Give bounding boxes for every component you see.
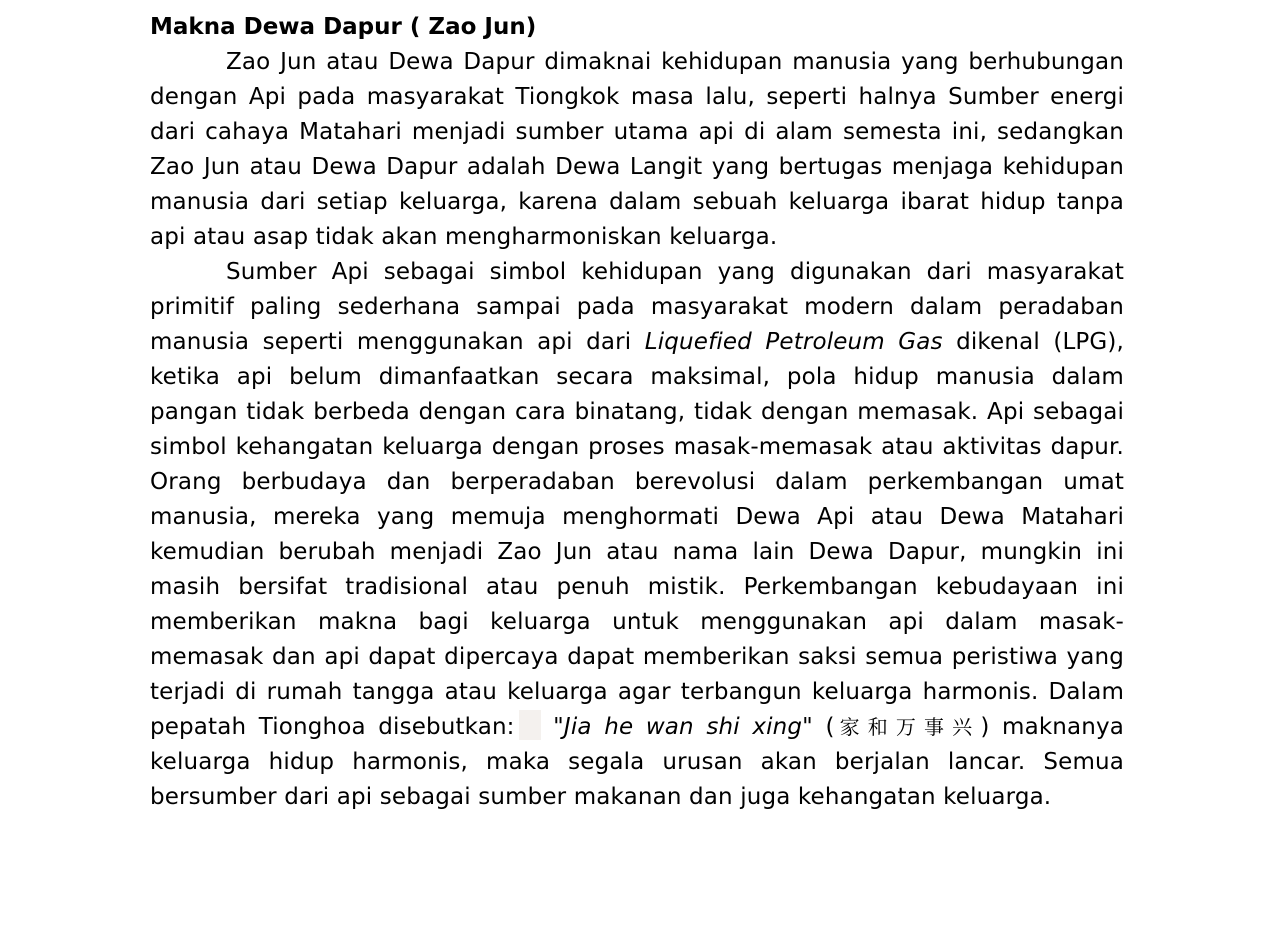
- proverb-chinese: 家和万事兴: [834, 715, 981, 739]
- paragraph-2-text-a: Sumber Api sebagai simbol kehidupan yang digunakan dari masyarakat primitif paling sederhana sampai pada masyarakat modern dalam peradaban manusia seperti menggunakan api dari: [150, 259, 1124, 355]
- proverb-pinyin: Jia he wan shi xing: [563, 714, 803, 740]
- paragraph-1: Zao Jun atau Dewa Dapur dimaknai kehidupan manusia yang berhubungan dengan Api pada masyarakat Tiongkok masa lalu, seperti halnya Sumber energi dari cahaya Matahari menjadi sumber utama api di alam semesta ini, sedangkan Zao Jun atau Dewa Dapur adalah Dewa Langit yang bertugas menjaga kehidupan manusia dari setiap keluarga, karena dalam sebuah keluarga ibarat hidup tanpa api atau asap tidak akan mengharmoniskan keluarga.: [150, 49, 1124, 250]
- highlight-mark: [519, 710, 541, 740]
- document-page: [150, 10, 1124, 815]
- paragraph-2: [150, 255, 1124, 815]
- paren-close: ): [980, 714, 990, 740]
- section-heading: Makna Dewa Dapur ( Zao Jun): [150, 14, 537, 40]
- quote-open: ": [540, 714, 564, 740]
- paragraph-2-text-b: dikenal (LPG), ketika api belum dimanfaatkan secara maksimal, pola hidup manusia dalam pangan tidak berbeda dengan cara binatang, tidak dengan memasak. Api sebagai simbol kehangatan keluarga dengan proses masak-memasak atau aktivitas dapur. Orang berbudaya dan berperadaban berevolusi dalam perkembangan umat manusia, mereka yang memuja menghormati Dewa Api atau Dewa Matahari kemudian berubah menjadi Zao Jun atau nama lain Dewa Dapur, mungkin ini masih bersifat tradisional atau penuh mistik. Perkembangan kebudayaan ini memberikan makna bagi keluarga untuk menggunakan api dalam masak-memasak dan api dapat dipercaya dapat memberikan saksi semua peristiwa yang terjadi di rumah tangga atau keluarga agar terbangun keluarga harmonis. Dalam pepatah Tionghoa disebutkan:: [150, 329, 1124, 740]
- paragraph-2-text-c: maknanya keluarga hidup harmonis, maka segala urusan akan berjalan lancar. Semua bersumber dari api sebagai sumber makanan dan juga kehangatan keluarga.: [150, 714, 1124, 810]
- italic-term-lpg: Liquefied Petroleum Gas: [644, 329, 943, 355]
- quote-close: " (: [802, 714, 835, 740]
